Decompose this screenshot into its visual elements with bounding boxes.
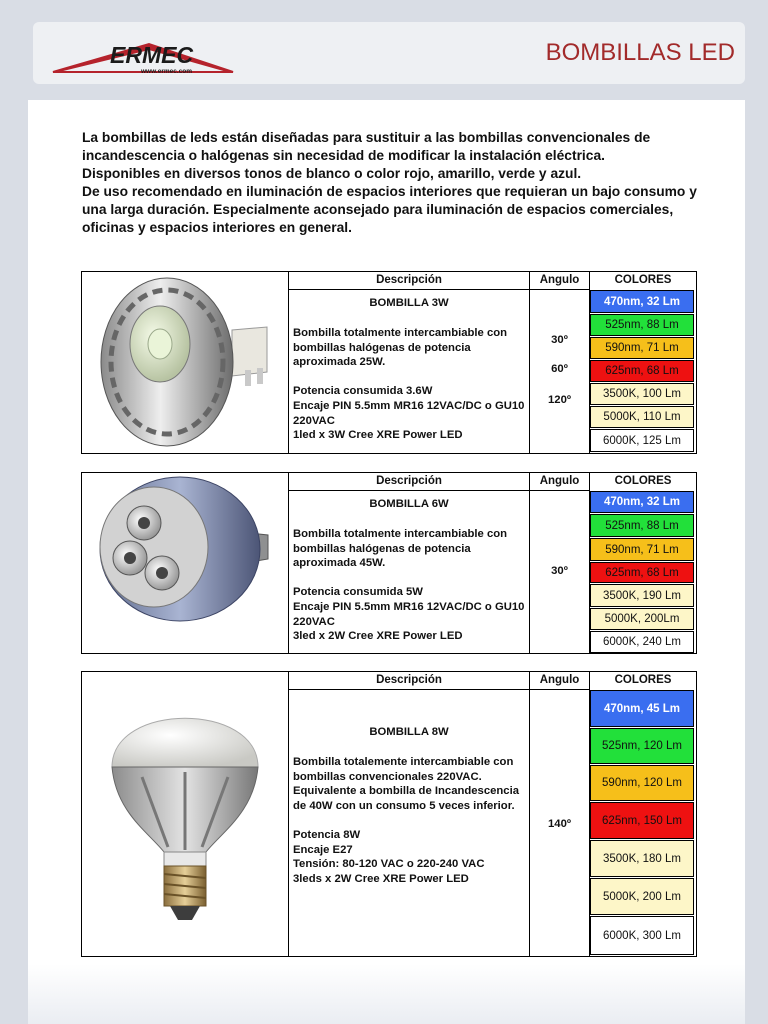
product-name: BOMBILLA 8W (369, 726, 449, 738)
color-cell: 470nm, 32 Lm (590, 491, 694, 513)
color-cell: 525nm, 88 Lm (590, 514, 694, 537)
desc-line (293, 370, 529, 385)
angle-value: 30º (551, 565, 568, 577)
color-cell: 470nm, 45 Lm (590, 690, 694, 727)
angle-column (530, 672, 590, 956)
desc-line: Bombilla totalmente intercambiable con bombillas halógenas de potencia aproximada 25W. (293, 327, 508, 369)
color-cell: 525nm, 120 Lm (590, 728, 694, 764)
header-colores: COLORES (614, 674, 672, 686)
product-description (293, 755, 529, 886)
color-cell: 625nm, 150 Lm (590, 802, 694, 839)
angle-value: 140º (548, 818, 571, 830)
page-header (33, 22, 745, 84)
header-angulo: Angulo (530, 672, 589, 690)
colors-column (590, 672, 696, 956)
product-table-3w (81, 271, 697, 454)
angle-column (530, 272, 590, 453)
product-photo-8w (82, 672, 289, 956)
header-angulo: Angulo (530, 272, 589, 290)
desc-line (293, 571, 529, 586)
color-cell: 590nm, 71 Lm (590, 337, 694, 359)
page-bottom-fade (28, 964, 745, 1024)
desc-line: 3leds x 2W Cree XRE Power LED (293, 872, 469, 885)
desc-line (293, 813, 529, 828)
document-page (28, 100, 745, 1024)
product-table-8w (81, 671, 697, 957)
description-column (289, 272, 530, 453)
page-title: BOMBILLAS LED (545, 39, 735, 66)
header-colores: COLORES (614, 475, 672, 487)
intro-paragraph: La bombillas de leds están diseñadas para sustituir a las bombillas convencionales de incandescencia o halógenas sin necesidad de modificar la instalación eléctrica. (82, 130, 651, 163)
intro-paragraph: Disponibles en diversos tonos de blanco o color rojo, amarillo, verde y azul. (82, 166, 582, 181)
color-cell: 5000K, 200Lm (590, 608, 694, 630)
mr16-bulb-icon (82, 473, 288, 653)
product-description (293, 326, 529, 443)
desc-line: Encaje PIN 5.5mm MR16 12VAC/DC o GU10 220VAC (293, 600, 525, 628)
e27-bulb-icon (82, 672, 288, 956)
color-cell: 3500K, 190 Lm (590, 584, 694, 607)
intro-paragraph: De uso recomendado en iluminación de espacios interiores que requieran un bajo consumo y una larga duración. Especialmente aconsejado para iluminación de espacios comerciales, oficinas y espacios interiores en general. (82, 184, 697, 235)
desc-line: Potencia consumida 3.6W (293, 385, 433, 398)
angle-value: 60º (551, 363, 568, 375)
logo-name: ERMEC (110, 42, 194, 68)
color-cell: 6000K, 240 Lm (590, 631, 694, 653)
desc-line: Potencia consumida 5W (293, 586, 423, 599)
header-descripcion: Descripción (289, 272, 529, 290)
product-name: BOMBILLA 6W (369, 498, 449, 510)
desc-line: Encaje PIN 5.5mm MR16 12VAC/DC o GU10 220VAC (293, 399, 525, 427)
color-cell: 5000K, 200 Lm (590, 878, 694, 915)
product-table-6w (81, 472, 697, 654)
color-cell: 3500K, 180 Lm (590, 840, 694, 877)
desc-line: Bombilla totalmente intercambiable con bombillas halógenas de potencia aproximada 45W. (293, 528, 508, 570)
header-colores: COLORES (614, 274, 672, 286)
desc-line: 1led x 3W Cree XRE Power LED (293, 429, 463, 442)
description-column (289, 473, 530, 653)
angle-value: 120º (548, 394, 571, 406)
header-descripcion: Descripción (289, 672, 529, 690)
gu10-bulb-icon (82, 272, 288, 453)
desc-line: 3led x 2W Cree XRE Power LED (293, 630, 463, 643)
color-cell: 470nm, 32 Lm (590, 290, 694, 313)
intro-text (82, 129, 722, 237)
product-description (293, 527, 529, 644)
product-photo-3w (82, 272, 289, 453)
color-cell: 6000K, 300 Lm (590, 916, 694, 955)
color-cell: 625nm, 68 Lm (590, 562, 694, 583)
logo-url[interactable]: www.ermec.com (141, 68, 193, 75)
desc-line: Bombilla totalemente intercambiable con bombillas convencionales 220VAC. (293, 756, 514, 783)
color-cell: 625nm, 68 Lm (590, 360, 694, 382)
colors-column (590, 272, 696, 453)
angle-column (530, 473, 590, 653)
desc-line: Potencia 8W (293, 828, 361, 841)
description-column (289, 672, 530, 956)
desc-line: Encaje E27 (293, 843, 353, 856)
color-cell: 525nm, 88 Lm (590, 314, 694, 336)
color-cell: 590nm, 71 Lm (590, 538, 694, 561)
color-cell: 3500K, 100 Lm (590, 383, 694, 405)
header-angulo: Angulo (530, 473, 589, 491)
color-cell: 5000K, 110 Lm (590, 406, 694, 428)
header-descripcion: Descripción (289, 473, 529, 491)
color-cell: 6000K, 125 Lm (590, 429, 694, 452)
colors-column (590, 473, 696, 653)
color-cell: 590nm, 120 Lm (590, 765, 694, 801)
angle-value: 30º (551, 334, 568, 346)
desc-line: Equivalente a bombilla de Incandescencia de 40W con un consumo 5 veces inferior. (293, 785, 520, 812)
product-name: BOMBILLA 3W (369, 297, 449, 309)
product-photo-6w (82, 473, 289, 653)
ermec-logo[interactable] (49, 28, 239, 80)
desc-line: Tensión: 80-120 VAC o 220-240 VAC (293, 858, 485, 871)
